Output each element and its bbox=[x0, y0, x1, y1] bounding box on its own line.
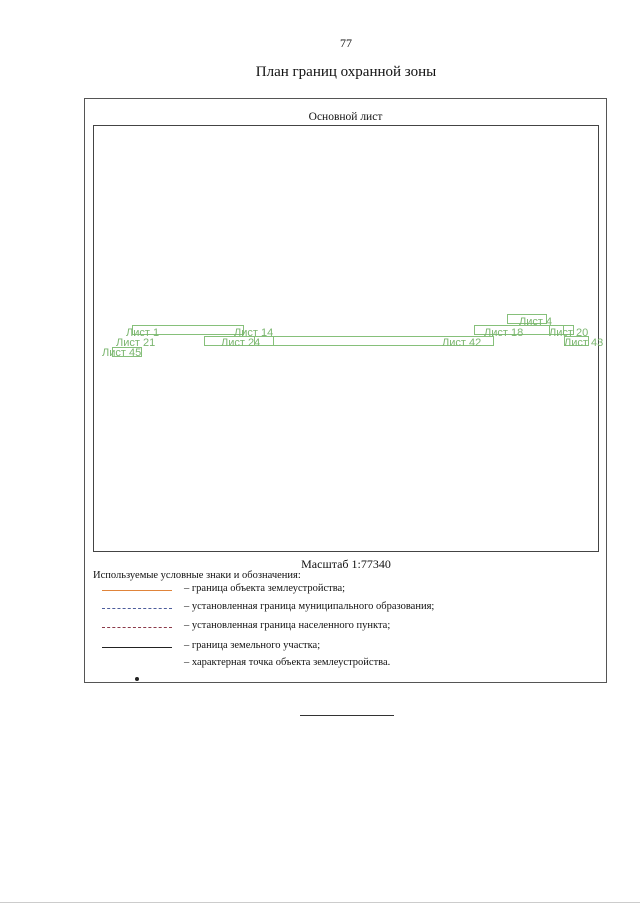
legend-text: – установленная граница муниципального образования; bbox=[184, 601, 435, 612]
legend-item bbox=[102, 657, 572, 671]
legend-item bbox=[102, 583, 572, 597]
sheet-label-20: Лист 20 bbox=[549, 327, 589, 339]
sheet-label-24: Лист 24 bbox=[221, 337, 261, 349]
blue-dash-line-symbol bbox=[102, 608, 172, 609]
sheet-label-43: Лист 43 bbox=[564, 337, 604, 349]
sheet-label-4: Лист 4 bbox=[519, 316, 553, 328]
map-area bbox=[93, 125, 604, 552]
legend-item bbox=[102, 640, 572, 654]
sheet-label-18: Лист 18 bbox=[484, 327, 524, 339]
orange-line-symbol bbox=[102, 590, 172, 591]
page-number: 77 bbox=[340, 36, 352, 50]
sheet-label-21: Лист 21 bbox=[116, 337, 156, 349]
legend-text: – установленная граница населенного пункта; bbox=[184, 620, 391, 631]
sheet-title: Основной лист bbox=[308, 111, 383, 123]
point-icon bbox=[135, 677, 139, 681]
document-title: План границ охранной зоны bbox=[255, 64, 437, 80]
legend-heading: Используемые условные знаки и обозначения: bbox=[93, 570, 301, 581]
black-line-symbol bbox=[102, 647, 172, 648]
legend-text: – характерная точка объекта землеустройства. bbox=[184, 657, 391, 668]
maroon-dash-line-symbol bbox=[102, 627, 172, 628]
page-edge-rule bbox=[0, 902, 640, 903]
sheet-label-45: Лист 45 bbox=[102, 347, 142, 359]
sheet-label-14: Лист 14 bbox=[234, 327, 274, 339]
signature-line bbox=[300, 715, 394, 716]
sheet-label-1: Лист 1 bbox=[126, 327, 160, 339]
sheet-label-42: Лист 42 bbox=[442, 337, 482, 349]
legend-item bbox=[102, 601, 572, 615]
legend-text: – граница земельного участка; bbox=[184, 640, 321, 651]
legend-item bbox=[102, 620, 572, 634]
scale-label: Масштаб 1:77340 bbox=[301, 557, 391, 571]
legend-text: – граница объекта землеустройства; bbox=[184, 583, 346, 594]
